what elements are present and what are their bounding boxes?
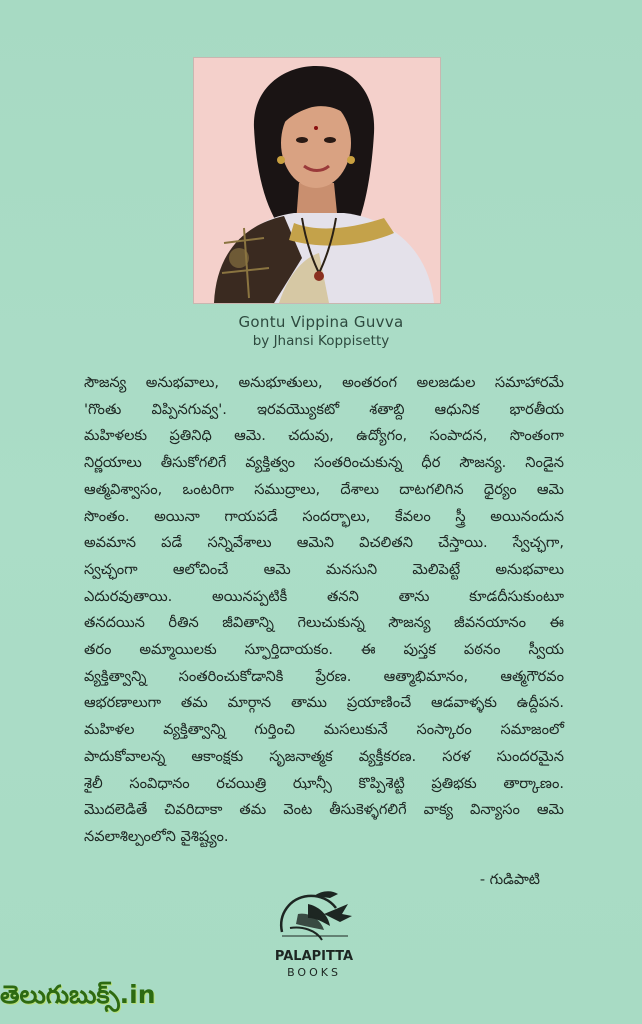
blurb-line: మొదలెడితే చివరిదాకా తమ వెంట తీసుకెళ్ళగలిగే వాక్య విన్యాసం ఆమె [84, 801, 564, 819]
watermark-brand [0, 980, 156, 1016]
watermark-text: తెలుగుబుక్స్ [0, 980, 120, 1009]
blurb-line: నవలాశిల్పంలోని వైశిష్ట్యం. [84, 827, 229, 845]
blurb-line: ఎదురవుతాయి. అయినప్పటికీ తనని తాను కూడదీసుకుంటూ [84, 587, 564, 605]
watermark-tld: .in [119, 980, 156, 1009]
blurb-line: మహిళల వ్యక్తిత్వాన్ని గుర్తించి మసలుకునే సంస్కారం సమాజంలో [84, 721, 564, 739]
blurb-line: సౌజన్య అనుభవాలు, అనుభూతులు, అంతరంగ అలజడుల సమాహారమే [84, 374, 564, 391]
blurb-line: తనదయిన రీతిన జీవితాన్ని గెలుచుకున్న సౌజన్య జీవనయానం ఈ [84, 614, 564, 632]
blurb-line: శైలీ సంవిధానం రచయిత్రి ఝాన్సీ కొప్పిశెట్టి ప్రతిభకు తార్కాణం. [84, 774, 564, 792]
blurb-line: మహిళలకు ప్రతినిధి ఆమె. చదువు, ఉద్యోగం, సంపాదన, సొంతంగా [84, 427, 564, 445]
book-author: by Jhansi Koppisetty [252, 333, 390, 349]
publisher-logo [268, 884, 360, 984]
blurb-line: వ్యక్తిత్వాన్ని సంతరించుకోడానికి ప్రేరణ. ఆత్మాభిమానం, ఆత్మగౌరవం [84, 667, 564, 685]
blurb-line: ఆభరణాలుగా తమ మార్గాన తాము ప్రయాణించే ఆడవాళ్ళకు ఉద్దీపన. [84, 694, 564, 712]
blurb-line: 'గొంతు విప్పినగువ్వ'. ఇరవయ్యొకటో శతాబ్ది ఆధునిక భారతీయ [84, 400, 564, 418]
book-title: Gontu Vippina Guvva [238, 313, 404, 331]
publisher-name: PALAPITTA [274, 949, 354, 964]
publisher-sub: BOOKS [287, 966, 341, 979]
reviewer-signature: - గుడిపాటి [479, 872, 540, 888]
blurb-line: తరం అమ్మాయిలకు స్ఫూర్తిదాయకం. ఈ పుస్తక పఠనం స్వీయ [84, 641, 564, 659]
blurb-line: ఆత్మవిశ్వాసం, ఒంటరిగా సముద్రాలు, దేశాలు దాటగలిగిన ధైర్యం ఆమె [84, 480, 564, 498]
blurb-paragraph [84, 370, 564, 851]
author-photo [193, 57, 441, 304]
blurb-line: సొంతం. అయినా గాయపడే సందర్భాలు, కేవలం స్త్రీ అయినందున [84, 507, 564, 525]
blurb-line: స్వచ్ఛంగా ఆలోచించే ఆమె మనసుని మెలిపెట్టే అనుభవాలు [84, 560, 564, 578]
blurb-line: అవమాన పడే సన్నివేశాలు ఆమెని విచలితని చేస్తాయి. స్వేచ్ఛగా, [84, 534, 564, 552]
blurb-line: నిర్ణయాలు తీసుకోగలిగే వ్యక్తిత్వం సంతరించుకున్న ధీర సౌజన్య. నిండైన [84, 454, 564, 472]
blurb-line: పాదుకోవాలన్న ఆకాంక్షకు సృజనాత్మక వ్యక్తీకరణ. సరళ సుందరమైన [84, 747, 564, 765]
